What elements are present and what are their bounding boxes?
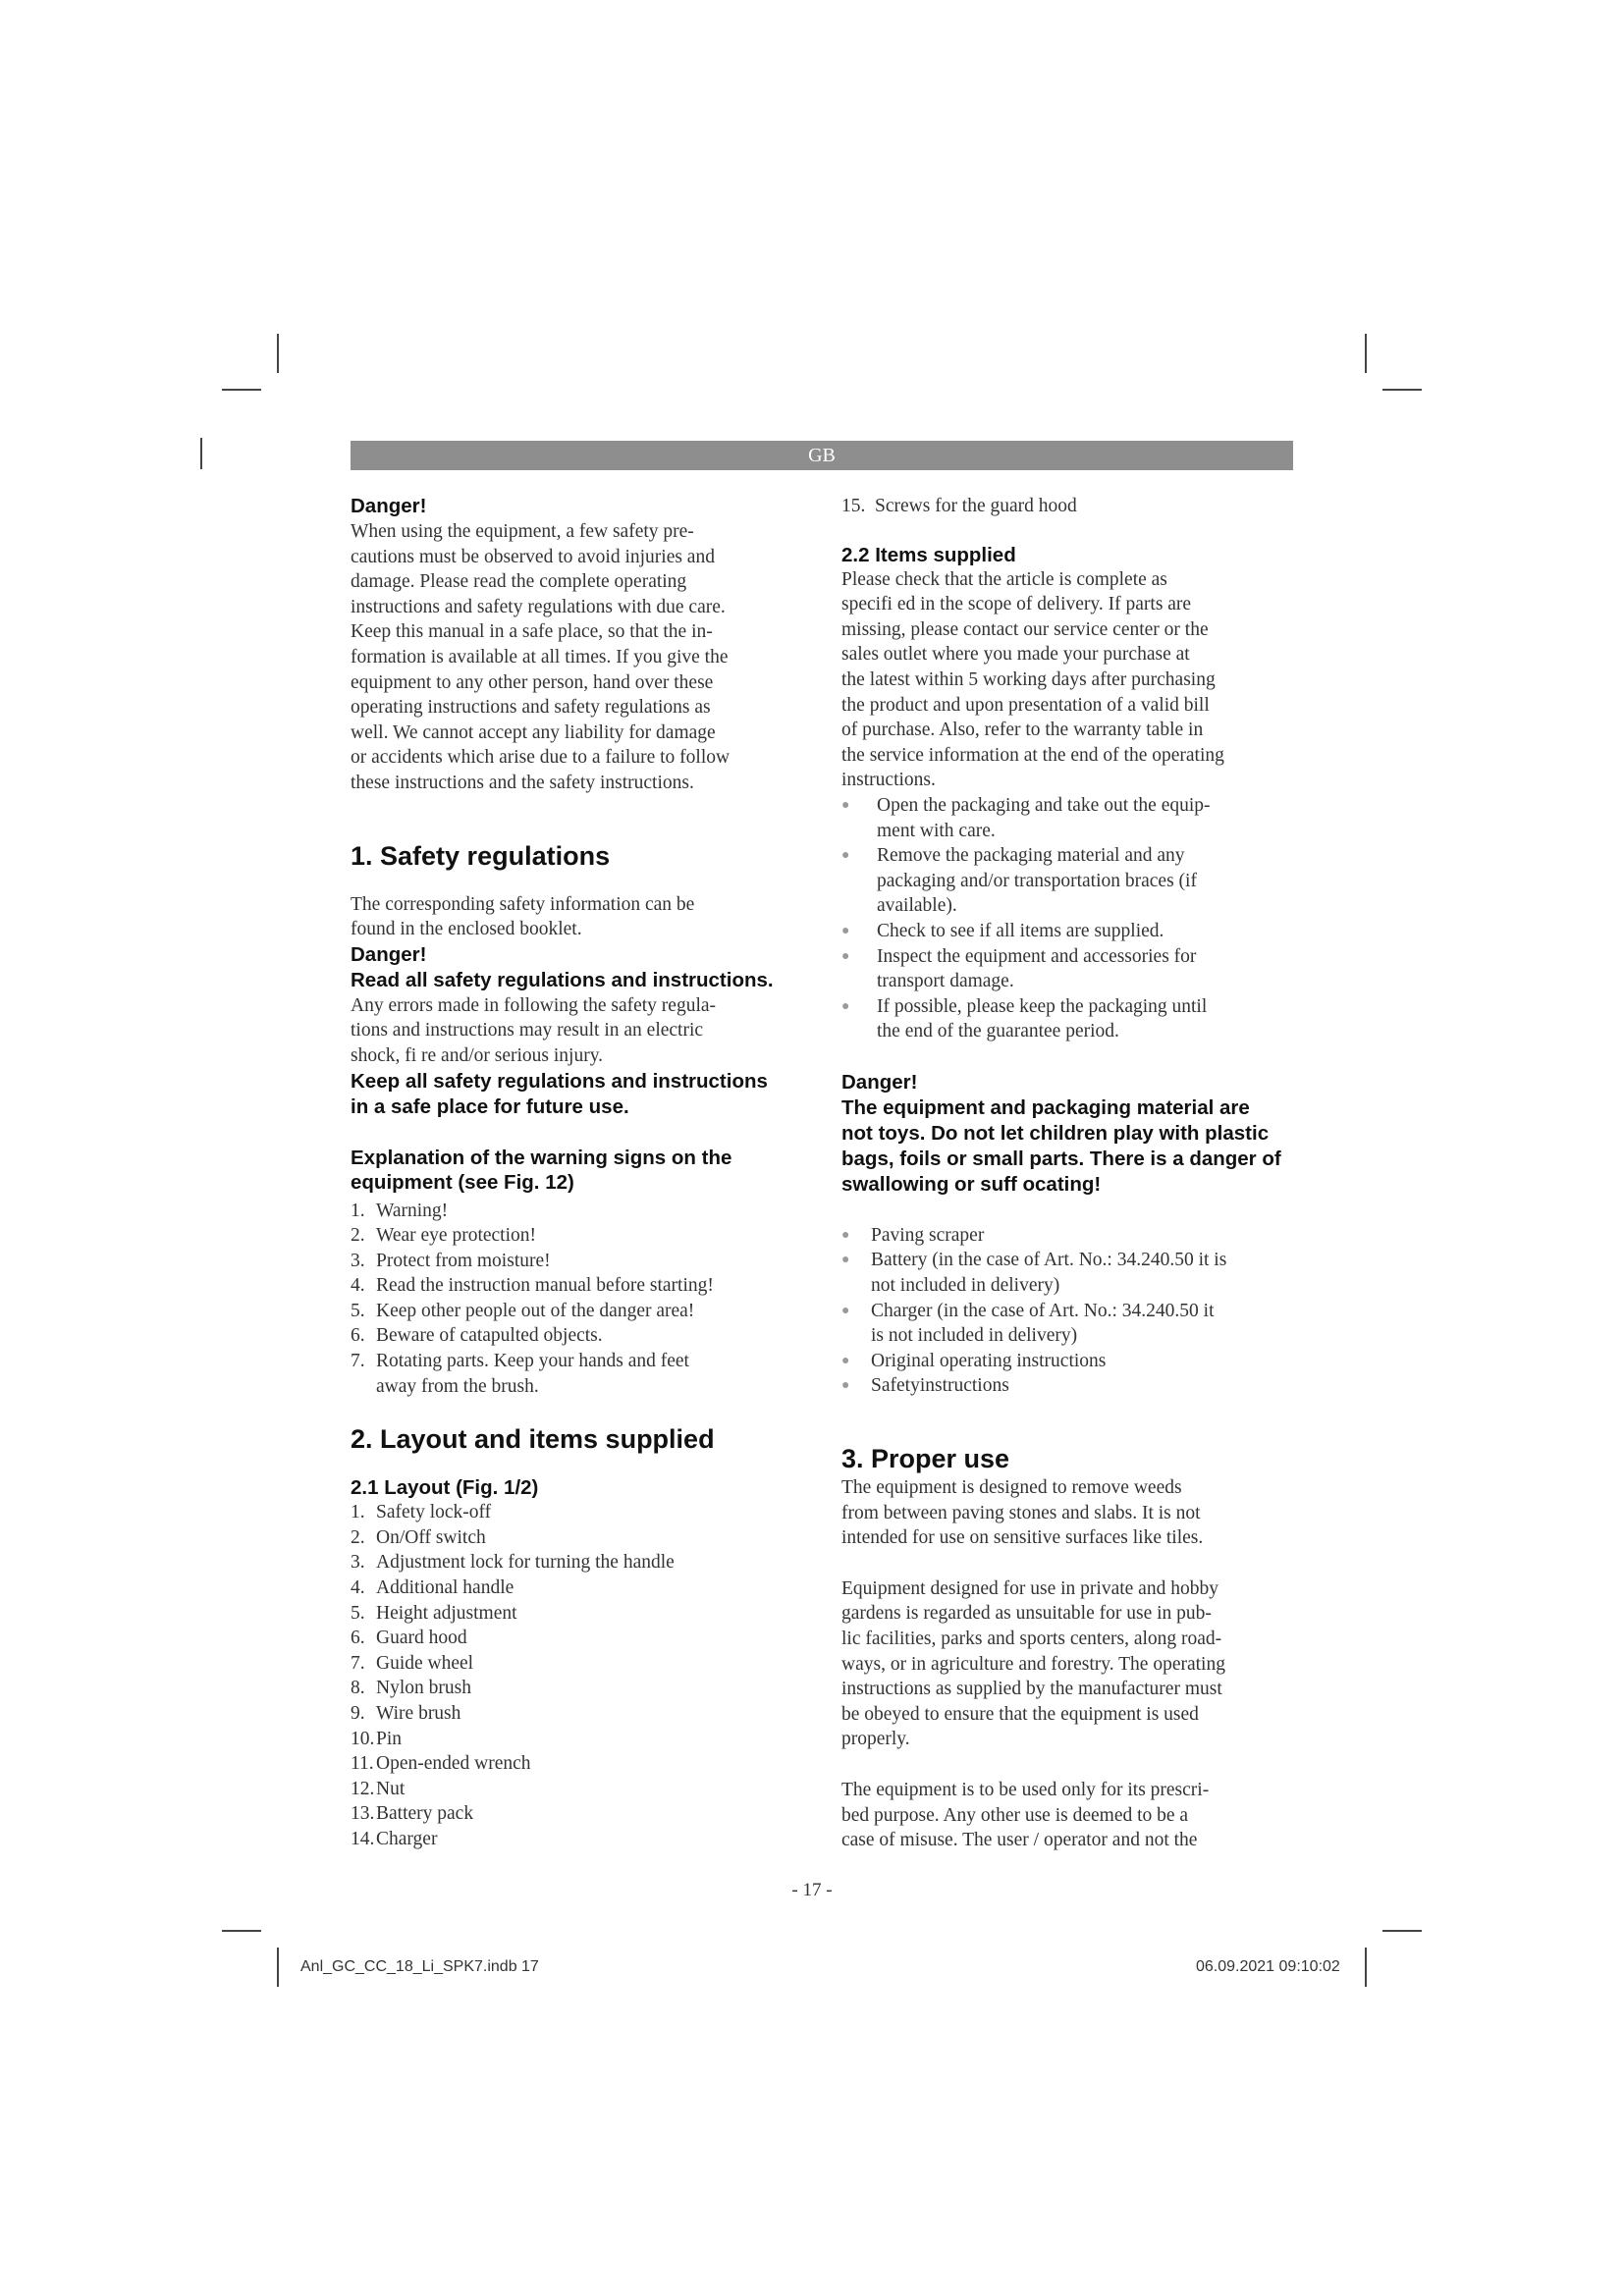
section-1-title: 1. Safety regulations xyxy=(351,840,611,871)
layout-parts-list xyxy=(351,1500,812,1851)
section-2-title: 2. Layout and items supplied xyxy=(351,1424,715,1455)
language-tag: GB xyxy=(808,445,836,466)
text-line: bed purpose. Any other use is deemed to be a xyxy=(841,1804,1189,1826)
bullet-icon: ● xyxy=(841,1378,850,1394)
text-line: specifi ed in the scope of delivery. If parts are xyxy=(841,594,1192,615)
text-line: operating instructions and safety regulations as xyxy=(351,697,711,719)
text-line: Explanation of the warning signs on the xyxy=(351,1146,732,1169)
text-line: shock, fi re and/or serious injury. xyxy=(351,1044,604,1066)
text-line: properly. xyxy=(841,1729,910,1750)
text-line: The equipment and packaging material are xyxy=(841,1095,1250,1119)
bullet-icon: ● xyxy=(841,1303,850,1318)
text-line: the latest within 5 working days after purchasing xyxy=(841,668,1216,690)
list-item: away from the brush. xyxy=(376,1375,539,1397)
text-line: The equipment is to be used only for its prescri- xyxy=(841,1779,1210,1800)
crop-mark xyxy=(200,438,202,469)
text-line: swallowing or suff ocating! xyxy=(841,1172,1102,1196)
text-line: instructions as supplied by the manufacturer must xyxy=(841,1679,1222,1700)
list-item: 2. Wear eye protection! xyxy=(351,1225,537,1247)
bullet-icon: ● xyxy=(841,948,850,964)
text-line: Keep all safety regulations and instructions xyxy=(351,1069,768,1093)
text-line: in a safe place for future use. xyxy=(351,1095,629,1118)
text-line: not toys. Do not let children play with plastic xyxy=(841,1121,1270,1145)
list-item: ● Original operating instructions xyxy=(841,1349,1303,1374)
text-line: case of misuse. The user / operator and not the xyxy=(841,1830,1198,1851)
section-3-title: 3. Proper use xyxy=(841,1444,1010,1474)
text-line: equipment (see Fig. 12) xyxy=(351,1170,574,1194)
list-item: 5. Height adjustment xyxy=(351,1602,517,1624)
proper-use-paragraph-3 xyxy=(841,1778,1303,1853)
text-line: Any errors made in following the safety regula- xyxy=(351,994,717,1016)
proper-use-paragraph-2 xyxy=(841,1576,1303,1752)
list-item: 11. Open-ended wrench xyxy=(351,1753,531,1775)
text-line: tions and instructions may result in an electric xyxy=(351,1020,704,1041)
text-line: instructions and safety regulations with due care. xyxy=(351,596,726,617)
list-item: 13. Battery pack xyxy=(351,1803,474,1825)
list-item: 5. Keep other people out of the danger area! xyxy=(351,1300,695,1321)
crop-mark xyxy=(222,1930,261,1932)
right-column xyxy=(841,494,1303,1853)
list-item: 8. Nylon brush xyxy=(351,1678,471,1699)
text-line: intended for use on sensitive surfaces like tiles. xyxy=(841,1527,1204,1549)
bullet-icon: ● xyxy=(841,1253,850,1268)
page-number: - 17 - xyxy=(791,1880,833,1900)
danger-heading: Danger! xyxy=(841,1070,918,1094)
items-supplied-subtitle: 2.2 Items supplied xyxy=(841,543,1016,566)
crop-mark xyxy=(1382,389,1422,391)
text-line: lic facilities, parks and sports centers, along road- xyxy=(841,1629,1222,1649)
items-supplied-paragraph xyxy=(841,567,1303,793)
layout-subtitle: 2.1 Layout (Fig. 1/2) xyxy=(351,1476,539,1500)
text-line: instructions. xyxy=(841,770,936,791)
crop-mark xyxy=(277,1948,279,1987)
list-item: 7. Rotating parts. Keep your hands and feet xyxy=(351,1351,689,1372)
list-item: ● Battery (in the case of Art. No.: 34.240.50 it is not included in delivery) xyxy=(841,1248,1303,1298)
keep-instructions-heading xyxy=(351,1069,812,1120)
list-item: 1. Warning! xyxy=(351,1200,449,1221)
list-item: ● Charger (in the case of Art. No.: 34.240.50 it is not included in delivery) xyxy=(841,1299,1303,1349)
read-all-heading: Read all safety regulations and instructions. xyxy=(351,968,774,991)
text-line: damage. Please read the complete operating xyxy=(351,571,687,593)
list-item: ● Remove the packaging material and any packaging and/or transportation braces (if available). xyxy=(841,843,1303,919)
text-line: equipment to any other person, hand over these xyxy=(351,671,714,693)
list-item: ● If possible, please keep the packaging until the end of the guarantee period. xyxy=(841,994,1303,1044)
list-item: 12. Nut xyxy=(351,1778,406,1799)
text-line: the service information at the end of the operating xyxy=(841,744,1224,766)
warning-signs-title xyxy=(351,1146,812,1195)
crop-mark xyxy=(222,389,261,391)
list-item: 10. Pin xyxy=(351,1728,403,1749)
check-steps-list xyxy=(841,793,1303,1044)
list-item: 7. Guide wheel xyxy=(351,1652,474,1674)
proper-use-paragraph-1 xyxy=(841,1475,1303,1551)
list-item: 15. Screws for the guard hood xyxy=(841,496,1077,516)
text-line: bags, foils or small parts. There is a danger of xyxy=(841,1147,1281,1170)
text-line: sales outlet where you made your purchase at xyxy=(841,644,1190,666)
list-item: 6. Beware of catapulted objects. xyxy=(351,1325,603,1347)
list-item: 4. Additional handle xyxy=(351,1577,514,1599)
warning-signs-list xyxy=(351,1199,812,1400)
text-line: the product and upon presentation of a valid bill xyxy=(841,694,1210,716)
danger-heading: Danger! xyxy=(351,942,427,966)
bullet-icon: ● xyxy=(841,1353,850,1368)
list-item: ● Open the packaging and take out the equip- ment with care. xyxy=(841,793,1303,843)
list-item: ● Paving scraper xyxy=(841,1223,1303,1249)
danger-warning-text xyxy=(841,1095,1303,1198)
text-line: Keep this manual in a safe place, so that the in- xyxy=(351,621,713,643)
text-line: well. We cannot accept any liability for damage xyxy=(351,721,716,743)
list-item: 9. Wire brush xyxy=(351,1703,461,1724)
crop-mark xyxy=(277,334,279,373)
footer-timestamp: 06.09.2021 09:10:02 xyxy=(1196,1958,1340,1975)
text-line: gardens is regarded as unsuitable for use in pub- xyxy=(841,1603,1212,1625)
text-line: When using the equipment, a few safety pre- xyxy=(351,521,694,542)
bullet-icon: ● xyxy=(841,998,850,1014)
text-line: found in the enclosed booklet. xyxy=(351,919,582,940)
text-line: Equipment designed for use in private and hobby xyxy=(841,1577,1218,1599)
list-item: 2. On/Off switch xyxy=(351,1526,486,1548)
list-item: 1. Safety lock-off xyxy=(351,1502,492,1523)
layout-parts-list-continued xyxy=(841,494,1303,519)
bullet-icon: ● xyxy=(841,797,850,813)
text-line: these instructions and the safety instructions. xyxy=(351,772,694,793)
danger-heading: Danger! xyxy=(351,495,427,517)
list-item: ● Safetyinstructions xyxy=(841,1373,1303,1399)
crop-mark xyxy=(1365,1948,1367,1987)
list-item: 6. Guard hood xyxy=(351,1628,467,1649)
text-line: ways, or in agriculture and forestry. The operating xyxy=(841,1653,1225,1675)
intro-paragraph xyxy=(351,519,812,796)
list-item: 4. Read the instruction manual before starting! xyxy=(351,1275,714,1297)
list-item: ● Inspect the equipment and accessories for transport damage. xyxy=(841,944,1303,994)
bullet-icon: ● xyxy=(841,848,850,864)
delivery-contents-list xyxy=(841,1223,1303,1399)
text-line: or accidents which arise due to a failure to follow xyxy=(351,747,731,769)
bullet-icon: ● xyxy=(841,1227,850,1243)
text-line: of purchase. Also, refer to the warranty table in xyxy=(841,720,1204,741)
text-line: Please check that the article is complete as xyxy=(841,568,1167,590)
language-header-band xyxy=(351,441,1293,470)
text-line: formation is available at all times. If you give the xyxy=(351,646,729,667)
text-line: The equipment is designed to remove weeds xyxy=(841,1477,1182,1499)
text-line: missing, please contact our service center or the xyxy=(841,618,1209,640)
errors-paragraph xyxy=(351,993,812,1069)
text-line: The corresponding safety information can be xyxy=(351,893,695,915)
text-line: be obeyed to ensure that the equipment is used xyxy=(841,1703,1199,1725)
bullet-icon: ● xyxy=(841,923,850,938)
text-line: cautions must be observed to avoid injuries and xyxy=(351,546,715,567)
crop-mark xyxy=(1382,1930,1422,1932)
list-item: 3. Adjustment lock for turning the handle xyxy=(351,1552,675,1574)
list-item: 3. Protect from moisture! xyxy=(351,1250,551,1271)
list-item: ● Check to see if all items are supplied. xyxy=(841,919,1303,944)
left-column xyxy=(351,494,812,1852)
list-item: 14. Charger xyxy=(351,1828,438,1849)
text-line: from between paving stones and slabs. It is not xyxy=(841,1502,1201,1523)
footer-filename: Anl_GC_CC_18_Li_SPK7.indb 17 xyxy=(300,1958,539,1975)
crop-mark xyxy=(1365,334,1367,373)
section-1-paragraph xyxy=(351,892,812,942)
